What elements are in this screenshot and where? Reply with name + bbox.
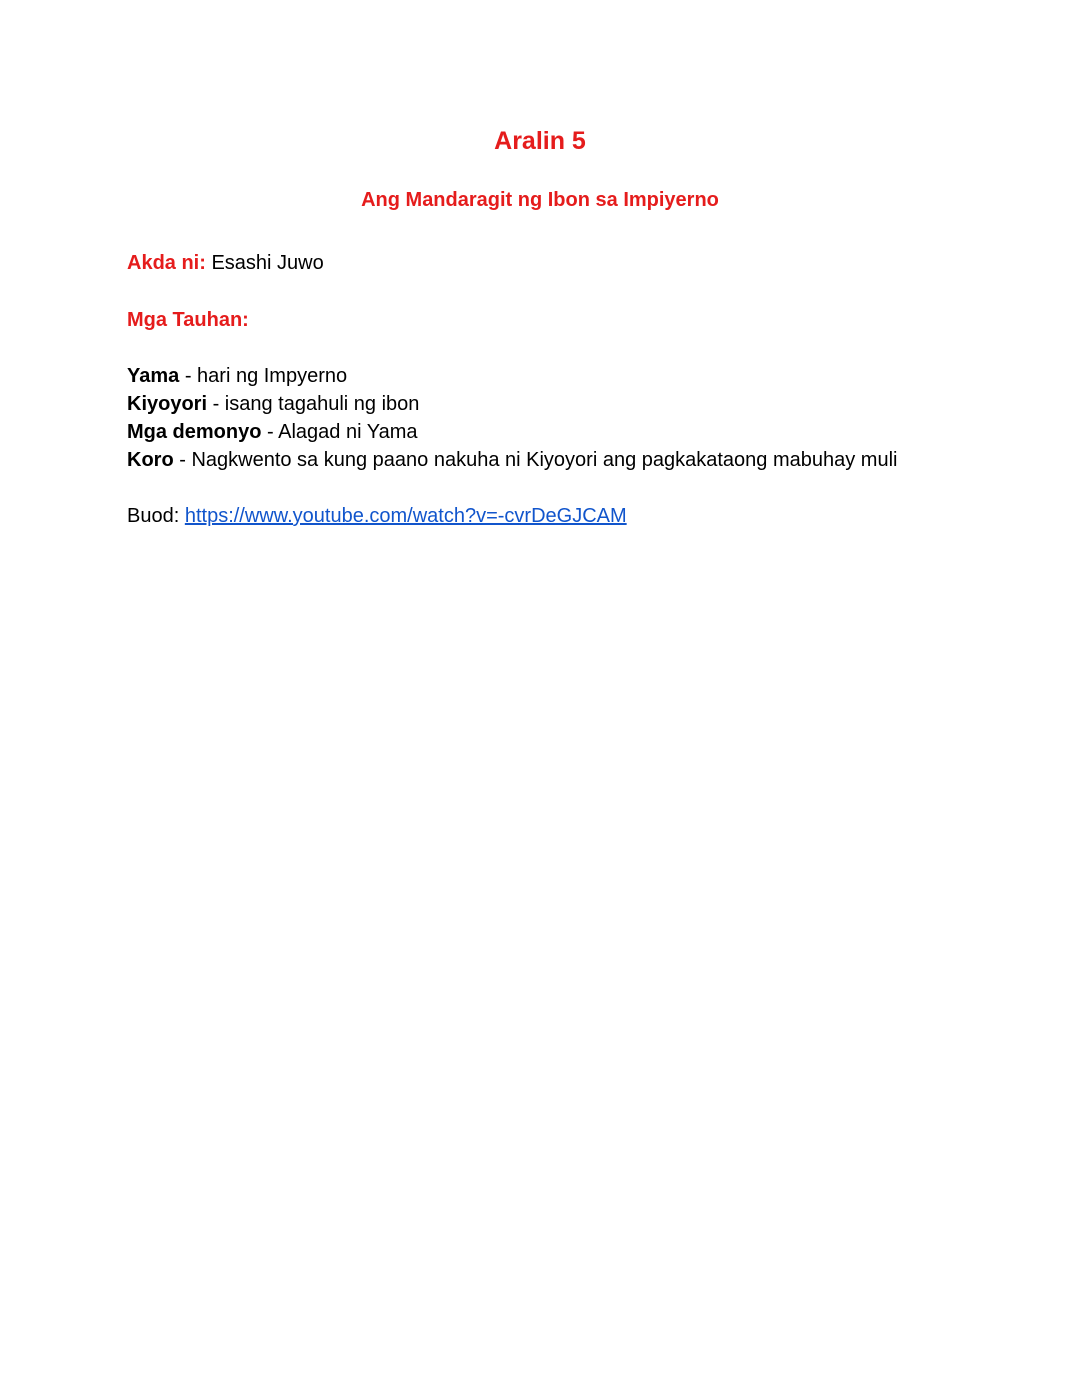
character-item-koro	[127, 446, 897, 474]
summary-video-link[interactable]: https://www.youtube.com/watch?v=-cvrDeGJCAM	[184, 505, 627, 527]
author-line	[127, 249, 324, 277]
character-name: Kiyoyori	[127, 393, 208, 415]
character-description: - hari ng Impyerno	[179, 365, 348, 387]
character-description: - Alagad ni Yama	[261, 421, 418, 443]
character-description: - isang tagahuli ng ibon	[207, 393, 420, 415]
character-name: Yama	[127, 365, 180, 387]
summary-line	[127, 502, 627, 530]
character-name: Koro	[127, 449, 174, 471]
character-item-mga-demonyo	[127, 418, 417, 446]
character-name: Mga demonyo	[127, 421, 262, 443]
summary-label: Buod:	[127, 505, 185, 527]
characters-heading: Mga Tauhan:	[127, 309, 249, 331]
story-title: Ang Mandaragit ng Ibon sa Impiyerno	[361, 189, 719, 211]
author-name: Esashi Juwo	[205, 252, 324, 274]
author-label: Akda ni:	[127, 252, 206, 274]
character-item-kiyoyori	[127, 390, 419, 418]
character-description: - Nagkwento sa kung paano nakuha ni Kiyoyori ang pagkakataong mabuhay muli	[173, 449, 898, 471]
character-item-yama	[127, 362, 347, 390]
lesson-title: Aralin 5	[494, 127, 586, 155]
